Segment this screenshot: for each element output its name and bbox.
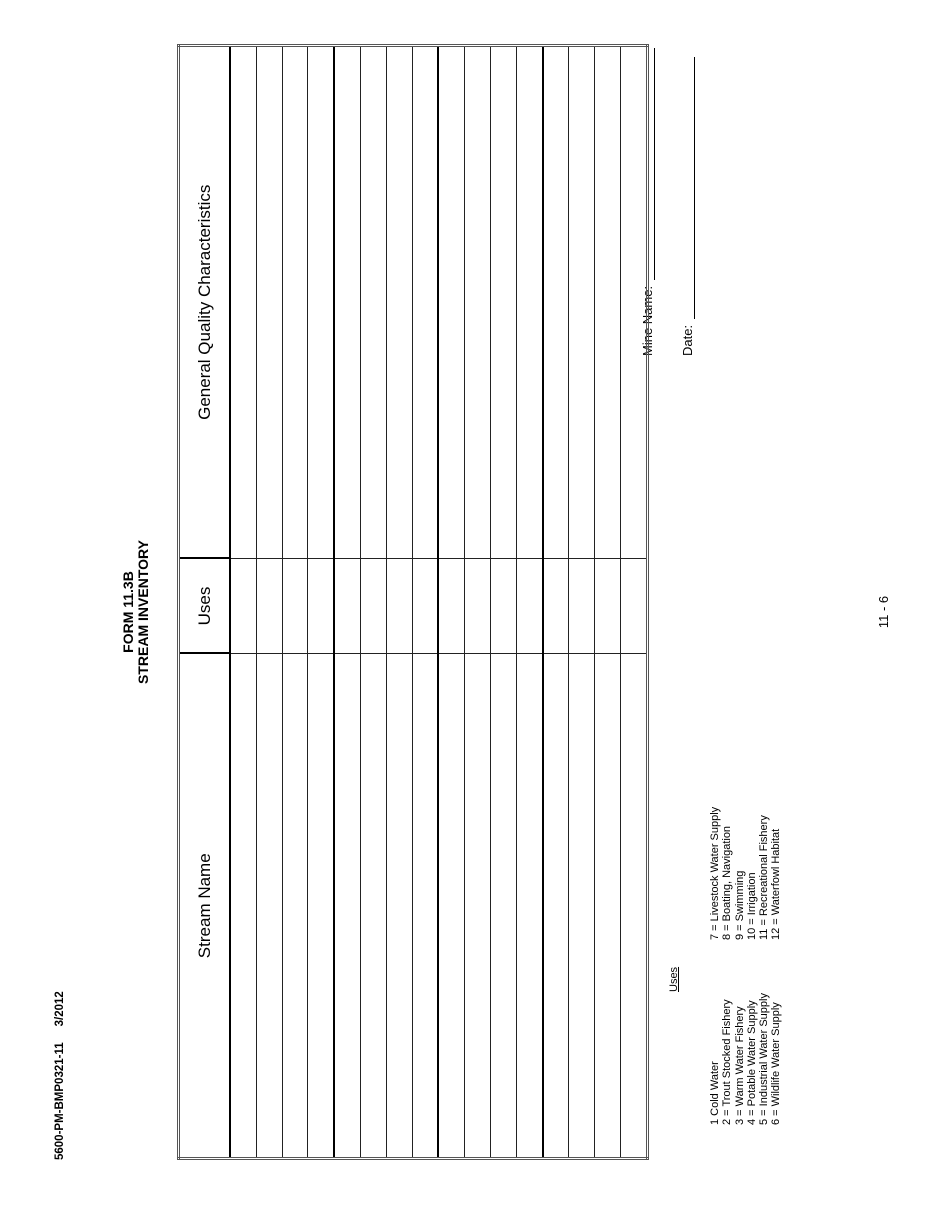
uses-cell[interactable]: [569, 559, 595, 654]
quality-cell[interactable]: [282, 46, 308, 559]
table-row: [543, 46, 569, 1159]
stream-name-cell[interactable]: [595, 654, 621, 1159]
legend-item: 7 = Livestock Water Supply: [709, 806, 721, 940]
legend-item: 6 = Wildlife Water Supply: [770, 1002, 783, 1125]
stream-name-cell[interactable]: [230, 654, 256, 1159]
legend-col-2: [709, 807, 783, 940]
legend-item: 10 = Irrigation: [745, 872, 758, 940]
quality-cell[interactable]: [543, 46, 569, 559]
quality-cell[interactable]: [490, 46, 516, 559]
date-label: Date:: [680, 324, 695, 356]
uses-cell[interactable]: [334, 559, 360, 654]
table-row: [412, 46, 438, 1159]
uses-cell[interactable]: [256, 559, 282, 654]
legend-item: 9 = Swimming: [733, 870, 746, 940]
quality-cell[interactable]: [308, 46, 334, 559]
stream-name-cell[interactable]: [490, 654, 516, 1159]
stream-name-cell[interactable]: [334, 654, 360, 1159]
quality-cell[interactable]: [595, 46, 621, 559]
uses-cell[interactable]: [308, 559, 334, 654]
quality-cell[interactable]: [256, 46, 282, 559]
table-row: [360, 46, 386, 1159]
legend-col-1: [709, 993, 783, 1125]
stream-name-cell[interactable]: [282, 654, 308, 1159]
quality-cell[interactable]: [360, 46, 386, 559]
stream-name-cell[interactable]: [256, 654, 282, 1159]
stream-name-cell[interactable]: [620, 654, 647, 1159]
legend-heading: Uses: [668, 966, 680, 992]
table-row: [230, 46, 256, 1159]
document-id: [54, 991, 66, 1160]
table-row: [465, 46, 491, 1159]
stream-name-cell[interactable]: [516, 654, 542, 1159]
quality-cell[interactable]: [465, 46, 491, 559]
form-number: FORM 11.3B: [120, 571, 136, 653]
col-header-uses: Uses: [179, 559, 231, 654]
legend-item: 11 = Recreational Fishery: [758, 815, 771, 940]
table-row: [438, 46, 464, 1159]
col-header-stream-name: Stream Name: [179, 654, 231, 1159]
legend-item: 2 = Trout Stocked Fishery: [721, 999, 734, 1125]
quality-cell[interactable]: [334, 46, 360, 559]
doc-date: 3/2012: [54, 991, 66, 1027]
table-row: [256, 46, 282, 1159]
uses-cell[interactable]: [620, 559, 647, 654]
doc-id-text: 5600-PM-BMP0321-11: [54, 1042, 66, 1160]
legend-item: 8 = Boating, Navigation: [721, 825, 734, 940]
table-row: [595, 46, 621, 1159]
stream-name-cell[interactable]: [543, 654, 569, 1159]
table-row: [569, 46, 595, 1159]
uses-cell[interactable]: [595, 559, 621, 654]
stream-name-cell[interactable]: [308, 654, 334, 1159]
form-title: [121, 0, 151, 1230]
table-row: [308, 46, 334, 1159]
uses-cell[interactable]: [360, 559, 386, 654]
table-row: [516, 46, 542, 1159]
form-name: STREAM INVENTORY: [135, 540, 151, 684]
uses-cell[interactable]: [490, 559, 516, 654]
mine-name-label: Mine Name:: [640, 285, 655, 356]
uses-cell[interactable]: [543, 559, 569, 654]
uses-cell[interactable]: [465, 559, 491, 654]
legend-item: 4 = Potable Water Supply: [745, 1000, 758, 1125]
stream-name-cell[interactable]: [438, 654, 464, 1159]
legend-item: 5 = Industrial Water Supply: [758, 993, 771, 1125]
uses-cell[interactable]: [282, 559, 308, 654]
uses-cell[interactable]: [386, 559, 412, 654]
date-input-line[interactable]: [682, 57, 695, 319]
table-header-row: [179, 46, 231, 1159]
quality-cell[interactable]: [438, 46, 464, 559]
legend-item: 12 = Waterfowl Habitat: [770, 828, 783, 940]
stream-name-cell[interactable]: [569, 654, 595, 1159]
table-row: [282, 46, 308, 1159]
table-row: [334, 46, 360, 1159]
quality-cell[interactable]: [386, 46, 412, 559]
table-row: [490, 46, 516, 1159]
quality-cell[interactable]: [230, 46, 256, 559]
col-header-quality: General Quality Characteristics: [179, 46, 231, 559]
uses-cell[interactable]: [412, 559, 438, 654]
uses-cell[interactable]: [438, 559, 464, 654]
stream-name-cell[interactable]: [412, 654, 438, 1159]
table-row: [386, 46, 412, 1159]
quality-cell[interactable]: [516, 46, 542, 559]
legend-item: 3 = Warm Water Fishery: [733, 1006, 746, 1125]
page-number: 11 - 6: [876, 595, 891, 629]
stream-name-cell[interactable]: [360, 654, 386, 1159]
quality-cell[interactable]: [412, 46, 438, 559]
date-field[interactable]: [680, 57, 695, 356]
stream-name-cell[interactable]: [386, 654, 412, 1159]
stream-inventory-table: [177, 44, 649, 1160]
quality-cell[interactable]: [569, 46, 595, 559]
legend-item: 1 Cold Water: [709, 1061, 721, 1125]
uses-cell[interactable]: [516, 559, 542, 654]
table-row: [620, 46, 647, 1159]
quality-cell[interactable]: [620, 46, 647, 559]
uses-cell[interactable]: [230, 559, 256, 654]
stream-name-cell[interactable]: [465, 654, 491, 1159]
